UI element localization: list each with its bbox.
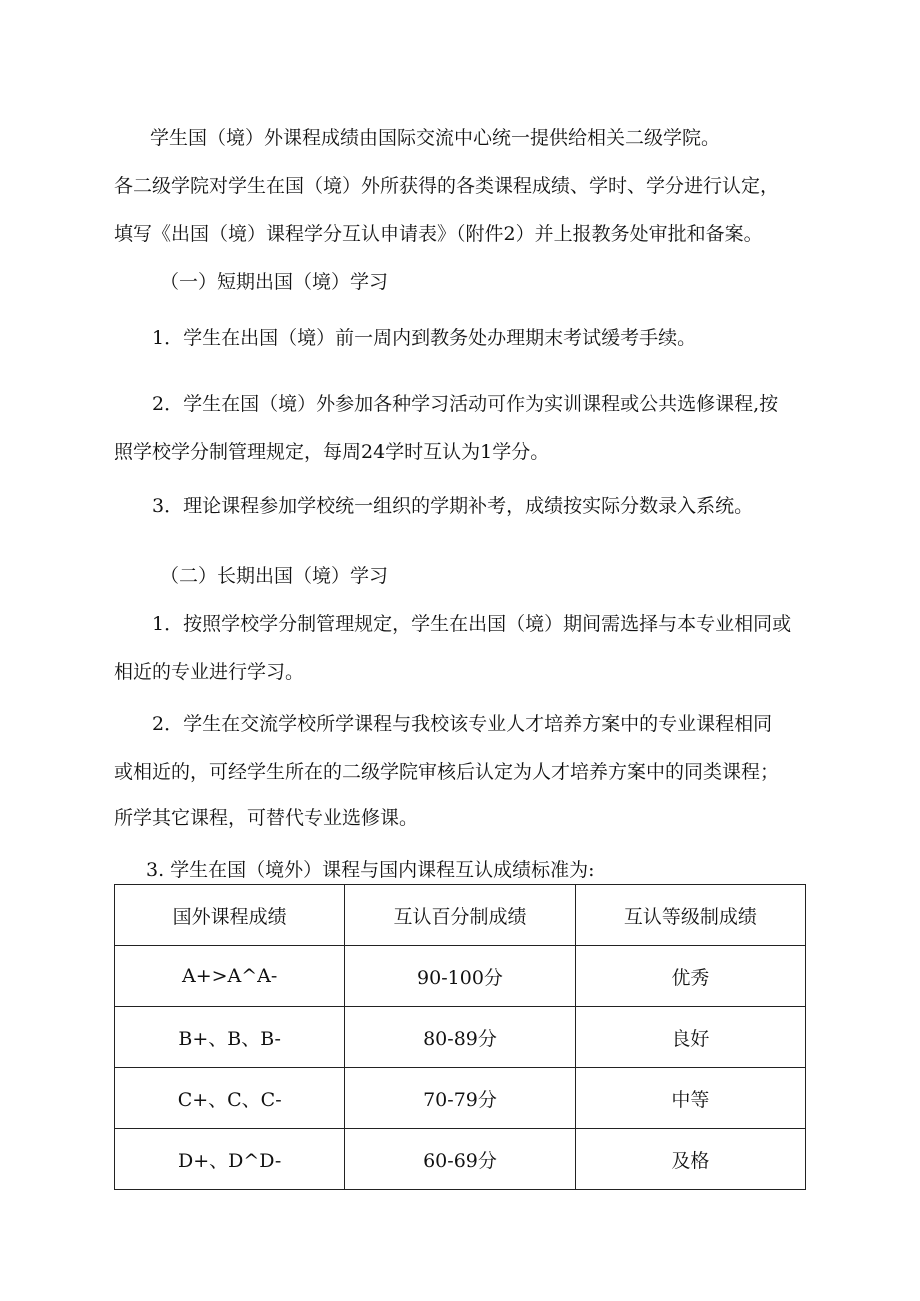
section-heading: （二）长期出国（境）学习 [160,565,389,587]
paragraph-line: 照学校学分制管理规定，每周24学时互认为1学分。 [114,441,550,463]
paragraph-line: 或相近的，可经学生所在的二级学院审核后认定为人才培养方案中的同类课程； [114,761,780,783]
column-header-level-grade: 互认等级制成绩 [575,885,805,946]
paragraph-line: 3. 学生在国（境外）课程与国内课程互认成绩标准为: [146,859,595,881]
table-cell: 80-89分 [345,1007,575,1068]
table-cell: C+、C、C- [115,1068,345,1129]
column-header-foreign-grade: 国外课程成绩 [115,885,345,946]
paragraph-line: 学生国（境）外课程成绩由国际交流中心统一提供给相关二级学院。 [150,127,721,149]
paragraph-line: 1．学生在出国（境）前一周内到教务处办理期末考试缓考手续。 [152,327,697,349]
table-cell: B+、B、B- [115,1007,345,1068]
paragraph-line: 填写《出国（境）课程学分互认申请表》（附件2）并上报教务处审批和备案。 [114,223,763,245]
table-header-row [115,885,806,946]
table-cell: 优秀 [575,946,805,1007]
paragraph-line: 2．学生在交流学校所学课程与我校该专业人才培养方案中的专业课程相同 [152,713,773,735]
section-heading: （一）短期出国（境）学习 [160,271,389,293]
grade-conversion-table [114,884,806,1190]
table-cell: 及格 [575,1129,805,1190]
table-cell: A+>A^A- [115,946,345,1007]
paragraph-line: 3．理论课程参加学校统一组织的学期补考，成绩按实际分数录入系统。 [152,495,754,517]
table-row [115,1068,806,1129]
paragraph-line: 所学其它课程，可替代专业选修课。 [114,807,419,829]
table-cell: 中等 [575,1068,805,1129]
paragraph-line: 相近的专业进行学习。 [114,661,305,683]
paragraph-line: 2．学生在国（境）外参加各种学习活动可作为实训课程或公共选修课程,按 [152,393,779,415]
table-cell: 60-69分 [345,1129,575,1190]
table-cell: 90-100分 [345,946,575,1007]
table-row [115,1129,806,1190]
column-header-percentage-grade: 互认百分制成绩 [345,885,575,946]
table-row [115,1007,806,1068]
table-cell: 70-79分 [345,1068,575,1129]
paragraph-line: 1．按照学校学分制管理规定，学生在出国（境）期间需选择与本专业相同或 [152,613,792,635]
table-cell: D+、D^D- [115,1129,345,1190]
table-cell: 良好 [575,1007,805,1068]
table-row [115,946,806,1007]
paragraph-line: 各二级学院对学生在国（境）外所获得的各类课程成绩、学时、学分进行认定， [114,175,780,197]
